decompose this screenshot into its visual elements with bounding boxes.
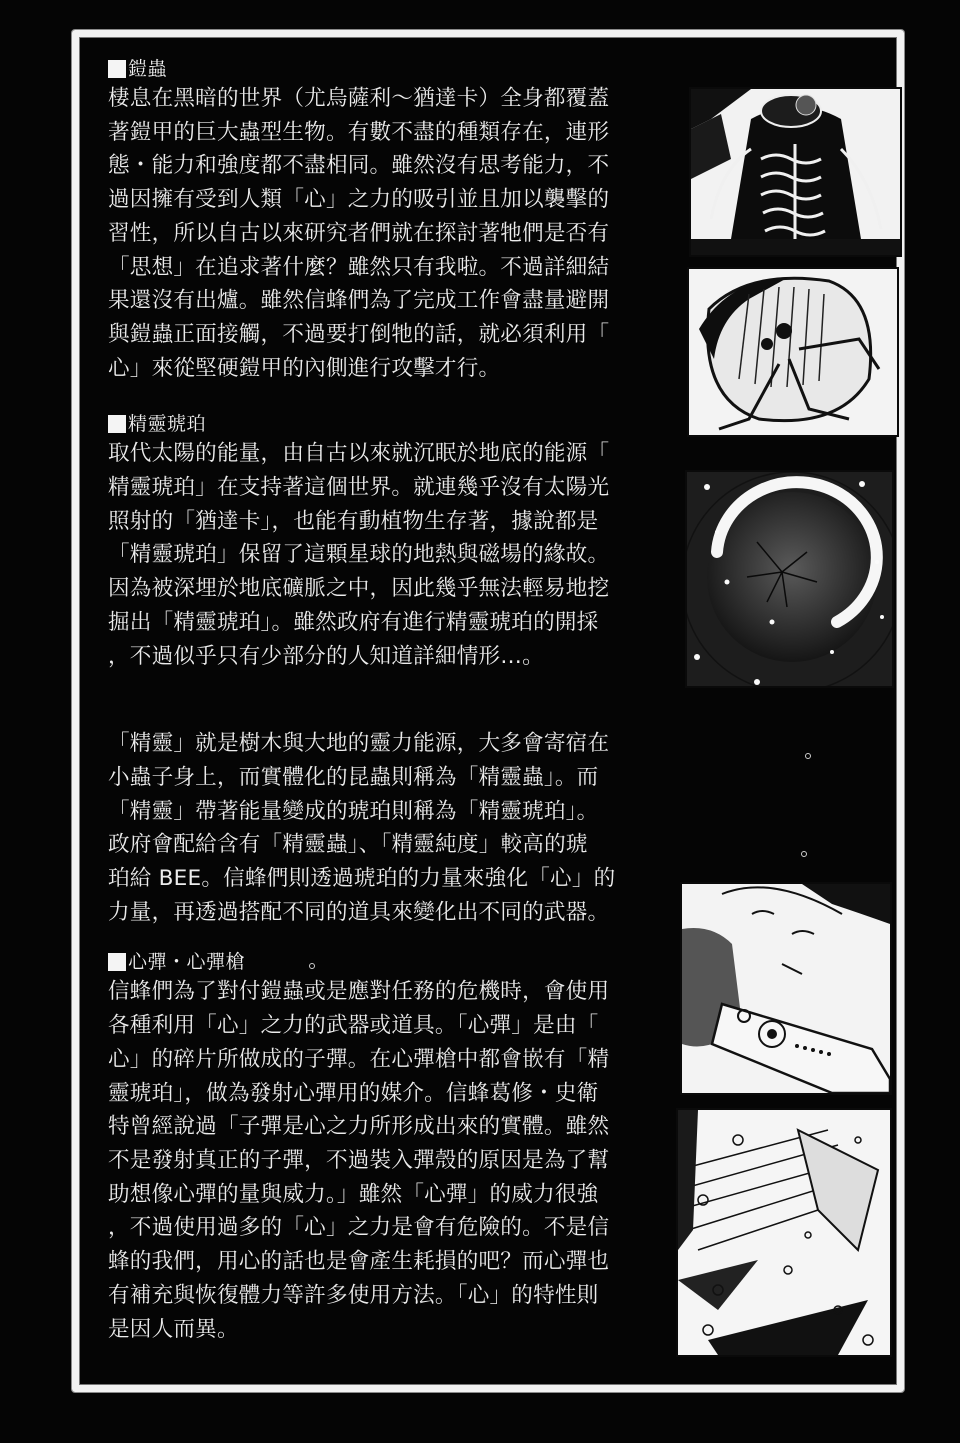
text-line: 「精靈」帶著能量變成的琥珀則稱為「精靈琥珀」。	[108, 798, 599, 824]
bullet-square-icon	[108, 60, 126, 78]
text-line: 有補充與恢復體力等許多使用方法。「心」的特性則	[108, 1282, 599, 1308]
text-line: 棲息在黑暗的世界（尤烏薩利～猶達卡）全身都覆蓋	[108, 86, 610, 111]
text-column	[108, 56, 664, 1346]
text-line: ，不過似乎只有少部分的人知道詳細情形…。	[108, 643, 544, 669]
text-line: 特曾經說過「子彈是心之力所形成出來的實體。雖然	[108, 1114, 610, 1140]
section-heading	[108, 56, 664, 82]
text-line: 心」來從堅硬鎧甲的內側進行攻擊才行。	[108, 355, 501, 381]
text-line: 心」的碎片所做成的子彈。在心彈槍中都會嵌有「精	[108, 1046, 610, 1072]
armored-insect-back-panel	[689, 87, 902, 257]
text-line: ，不過使用過多的「心」之力是會有危險的。不是信	[108, 1215, 610, 1241]
section-body	[108, 975, 664, 1346]
spirit-amber-planet-panel	[685, 470, 894, 688]
text-line: 信蜂們為了對付鎧蟲或是應對任務的危機時，會使用	[108, 979, 610, 1005]
text-line: 精靈琥珀」在支持著這個世界。就連幾乎沒有太陽光	[108, 475, 610, 501]
text-line: 珀給 BEE。信蜂們則透過琥珀的力量來強化「心」的	[108, 866, 616, 892]
text-line: 小蟲子身上，而實體化的昆蟲則稱為「精靈蟲」。而	[108, 764, 599, 790]
decorative-circle-mark	[805, 753, 811, 759]
section-body	[108, 727, 664, 929]
section-heading	[108, 949, 664, 975]
section-heading	[108, 411, 664, 437]
section-title: 鎧蟲	[128, 58, 168, 80]
section-spirit-amber	[108, 411, 664, 673]
text-line: 靈琥珀」，做為發射心彈用的媒介。信蜂葛修・史衛	[108, 1080, 599, 1106]
bullet-square-icon	[108, 415, 126, 433]
text-line: 不是發射真正的子彈，不過裝入彈殼的原因是為了幫	[108, 1147, 610, 1173]
section-spirit-note	[108, 727, 664, 929]
section-body	[108, 82, 664, 385]
planet-illustration	[687, 472, 892, 686]
text-line: 各種利用「心」之力的武器或道具。「心彈」是由「	[108, 1013, 599, 1039]
text-line: 取代太陽的能量，由自古以來就沉眠於地底的能源「	[108, 441, 610, 467]
text-line: 「思想」在追求著什麼？雖然只有我啦。不過詳細結	[108, 254, 610, 280]
text-line: 態・能力和強度都不盡相同。雖然沒有思考能力，不	[108, 153, 610, 179]
text-line: 習性，所以自古以來研究者們就在探討著牠們是否有	[108, 220, 610, 246]
heart-bullet-blast-panel	[676, 1108, 892, 1357]
decorative-circle-mark	[801, 851, 807, 857]
text-line: 「精靈」就是樹木與大地的靈力能源，大多會寄宿在	[108, 731, 610, 757]
text-line: 果還沒有出爐。雖然信蜂們為了完成工作會盡量避開	[108, 288, 610, 314]
text-line: 助想像心彈的量與威力。」雖然「心彈」的威力很強	[108, 1181, 599, 1207]
section-title: 心彈・心彈槍	[128, 951, 246, 974]
text-line: 是因人而異。	[108, 1316, 239, 1342]
text-line: 因為被深埋於地底礦脈之中，因此幾乎無法輕易地挖	[108, 576, 610, 602]
beetle-illustration	[691, 89, 900, 255]
text-line: 「精靈琥珀」保留了這顆星球的地熱與磁場的緣故。	[108, 542, 610, 568]
beetle-pierced-illustration	[689, 269, 897, 435]
section-body	[108, 437, 664, 673]
heart-gun-panel	[680, 882, 892, 1095]
text-line: 蜂的我們，用心的話也是會產生耗損的吧？而心彈也	[108, 1249, 610, 1275]
text-line: 與鎧蟲正面接觸，不過要打倒牠的話，就必須利用「	[108, 321, 610, 347]
decorative-circle-mark	[309, 963, 315, 969]
armored-insect-pierced-panel	[687, 267, 899, 437]
bullet-blast-illustration	[678, 1110, 890, 1355]
text-line: 過因擁有受到人類「心」之力的吸引並且加以襲擊的	[108, 187, 610, 213]
text-line: 照射的「猶達卡」，也能有動植物生存著，據說都是	[108, 508, 599, 534]
text-line: 著鎧甲的巨大蟲型生物。有數不盡的種類存在，連形	[108, 119, 610, 145]
gun-character-illustration	[682, 884, 890, 1093]
text-line: 力量，再透過搭配不同的道具來變化出不同的武器。	[108, 899, 610, 925]
section-heart-bullet	[108, 949, 664, 1346]
section-armored-insect	[108, 56, 664, 385]
section-title: 精靈琥珀	[128, 413, 207, 436]
bullet-square-icon	[108, 953, 126, 971]
text-line: 政府會配給含有「精靈蟲」、「精靈純度」較高的琥	[108, 832, 588, 858]
text-line: 掘出「精靈琥珀」。雖然政府有進行精靈琥珀的開採	[108, 609, 599, 635]
